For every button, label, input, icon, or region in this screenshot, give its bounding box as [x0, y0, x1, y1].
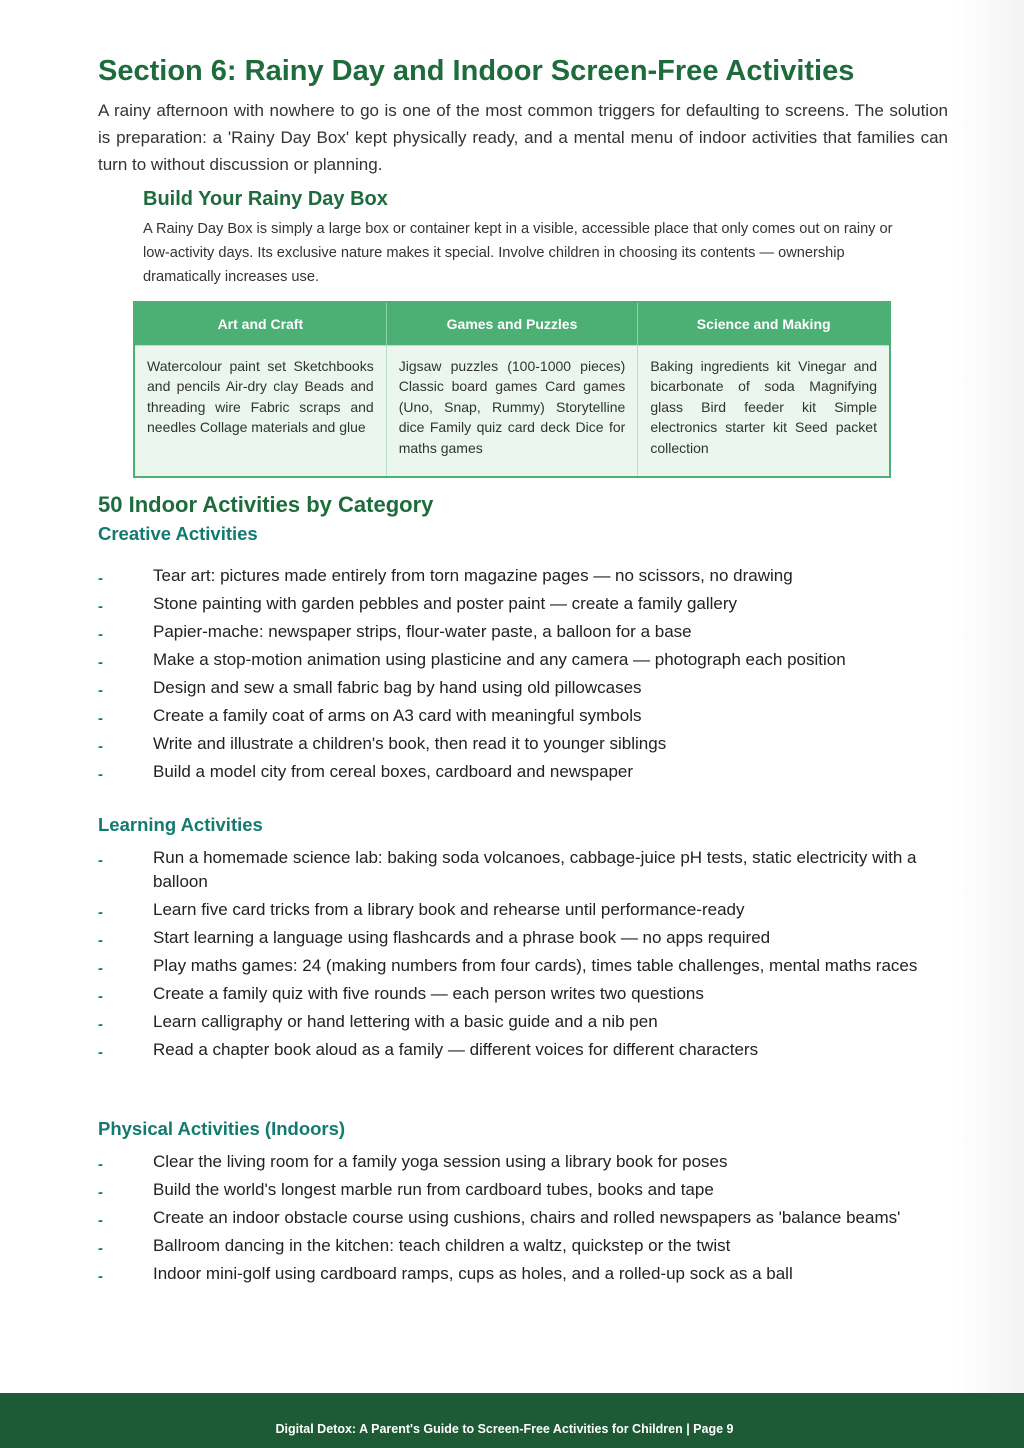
rainy-day-box-table: [133, 301, 891, 478]
table-header-art: Art and Craft: [134, 302, 386, 346]
page-footer: [0, 1393, 1024, 1448]
bullet-dash: -: [98, 1240, 103, 1257]
list-item: [98, 898, 948, 922]
list-item: [98, 1234, 948, 1258]
creative-list: [98, 564, 948, 788]
intro-paragraph: A rainy afternoon with nowhere to go is one of the most common triggers for defaulting to screens. The solution is preparation: a 'Rainy Day Box' kept physically ready, and a mental menu of indoor activities that families can turn to without discussion or planning.: [98, 101, 948, 174]
bullet-dash: -: [98, 1212, 103, 1229]
list-item: [98, 1206, 948, 1230]
bullet-dash: -: [98, 852, 103, 869]
list-item: [98, 926, 948, 950]
list-item: [98, 564, 948, 588]
bullet-dash: -: [98, 1044, 103, 1061]
list-item-text: Make a stop-motion animation using plasticine and any camera — photograph each position: [153, 650, 846, 669]
list-item-text: Start learning a language using flashcards and a phrase book — no apps required: [153, 928, 771, 947]
list-item-text: Learn five card tricks from a library book and rehearse until performance-ready: [153, 900, 745, 919]
bullet-dash: -: [98, 904, 103, 921]
list-item-text: Write and illustrate a children's book, then read it to younger siblings: [153, 734, 667, 753]
creative-heading: Creative Activities: [98, 523, 258, 544]
list-item: [98, 1262, 948, 1286]
list-item-text: Create a family quiz with five rounds — each person writes two questions: [153, 984, 704, 1003]
page-edge-shadow: [954, 0, 1024, 1393]
activities-heading: 50 Indoor Activities by Category: [98, 492, 434, 517]
bullet-dash: -: [98, 1268, 103, 1285]
learning-heading: Learning Activities: [98, 814, 263, 835]
list-item-text: Papier-mache: newspaper strips, flour-water paste, a balloon for a base: [153, 622, 692, 641]
list-item-text: Read a chapter book aloud as a family — different voices for different characters: [153, 1040, 759, 1059]
list-item-text: Run a homemade science lab: baking soda volcanoes, cabbage-juice pH tests, static electricity with a balloon: [153, 848, 917, 891]
bullet-dash: -: [98, 710, 103, 727]
table-header-games: Games and Puzzles: [386, 302, 638, 346]
list-item: [98, 1010, 948, 1034]
bullet-dash: -: [98, 960, 103, 977]
bullet-dash: -: [98, 1156, 103, 1173]
list-item: [98, 732, 948, 756]
section-title: Section 6: Rainy Day and Indoor Screen-Free Activities: [98, 55, 855, 87]
list-item-text: Play maths games: 24 (making numbers from four cards), times table challenges, mental maths races: [153, 956, 918, 975]
list-item-text: Design and sew a small fabric bag by hand using old pillowcases: [153, 678, 642, 697]
bullet-dash: -: [98, 932, 103, 949]
physical-list: [98, 1150, 948, 1290]
bullet-dash: -: [98, 766, 103, 783]
rainy-day-box-section: [143, 188, 898, 289]
list-item: [98, 704, 948, 728]
list-item: [98, 760, 948, 784]
list-item: [98, 1038, 948, 1062]
list-item-text: Create a family coat of arms on A3 card with meaningful symbols: [153, 706, 642, 725]
list-item-text: Learn calligraphy or hand lettering with a basic guide and a nib pen: [153, 1012, 658, 1031]
list-item-text: Ballroom dancing in the kitchen: teach children a waltz, quickstep or the twist: [153, 1236, 731, 1255]
list-item: [98, 982, 948, 1006]
bullet-dash: -: [98, 654, 103, 671]
list-item-text: Stone painting with garden pebbles and poster paint — create a family gallery: [153, 594, 738, 613]
bullet-dash: -: [98, 1016, 103, 1033]
table-header-science: Science and Making: [638, 302, 890, 346]
list-item-text: Tear art: pictures made entirely from torn magazine pages — no scissors, no drawing: [153, 566, 793, 585]
list-item-text: Create an indoor obstacle course using cushions, chairs and rolled newspapers as 'balance beams': [153, 1208, 901, 1227]
footer-text: Digital Detox: A Parent's Guide to Screen-Free Activities for Children | Page 9: [275, 1422, 734, 1436]
list-item: [98, 1178, 948, 1202]
list-item: [98, 592, 948, 616]
bullet-dash: -: [98, 682, 103, 699]
table-cell-science: Baking ingredients kit Vinegar and bicarbonate of soda Magnifying glass Bird feeder kit Simple electronics starter kit Seed packet collection: [638, 346, 890, 478]
rainy-day-box-heading: Build Your Rainy Day Box: [143, 188, 388, 210]
physical-heading: Physical Activities (Indoors): [98, 1118, 346, 1139]
list-item: [98, 1150, 948, 1174]
table-cell-art: Watercolour paint set Sketchbooks and pencils Air-dry clay Beads and threading wire Fabric scraps and needles Collage materials and glue: [134, 346, 386, 478]
learning-list: [98, 846, 948, 1066]
list-item: [98, 954, 948, 978]
bullet-dash: -: [98, 570, 103, 587]
rainy-day-box-text: A Rainy Day Box is simply a large box or container kept in a visible, accessible place that only comes out on rainy or low-activity days. Its exclusive nature makes it special. Involve children in choosing its contents — ownership dramatically increases use.: [143, 221, 893, 285]
list-item-text: Build a model city from cereal boxes, cardboard and newspaper: [153, 762, 634, 781]
list-item: [98, 648, 948, 672]
bullet-dash: -: [98, 1184, 103, 1201]
list-item: [98, 620, 948, 644]
table-cell-games: Jigsaw puzzles (100-1000 pieces) Classic board games Card games (Uno, Snap, Rummy) Storytelline dice Family quiz card deck Dice for maths games: [386, 346, 638, 478]
bullet-dash: -: [98, 598, 103, 615]
bullet-dash: -: [98, 988, 103, 1005]
list-item: [98, 676, 948, 700]
list-item-text: Build the world's longest marble run from cardboard tubes, books and tape: [153, 1180, 714, 1199]
table-row: [134, 346, 890, 478]
list-item-text: Clear the living room for a family yoga session using a library book for poses: [153, 1152, 728, 1171]
bullet-dash: -: [98, 626, 103, 643]
list-item: [98, 846, 948, 894]
bullet-dash: -: [98, 738, 103, 755]
list-item-text: Indoor mini-golf using cardboard ramps, cups as holes, and a rolled-up sock as a ball: [153, 1264, 793, 1283]
table-header-row: [134, 302, 890, 346]
